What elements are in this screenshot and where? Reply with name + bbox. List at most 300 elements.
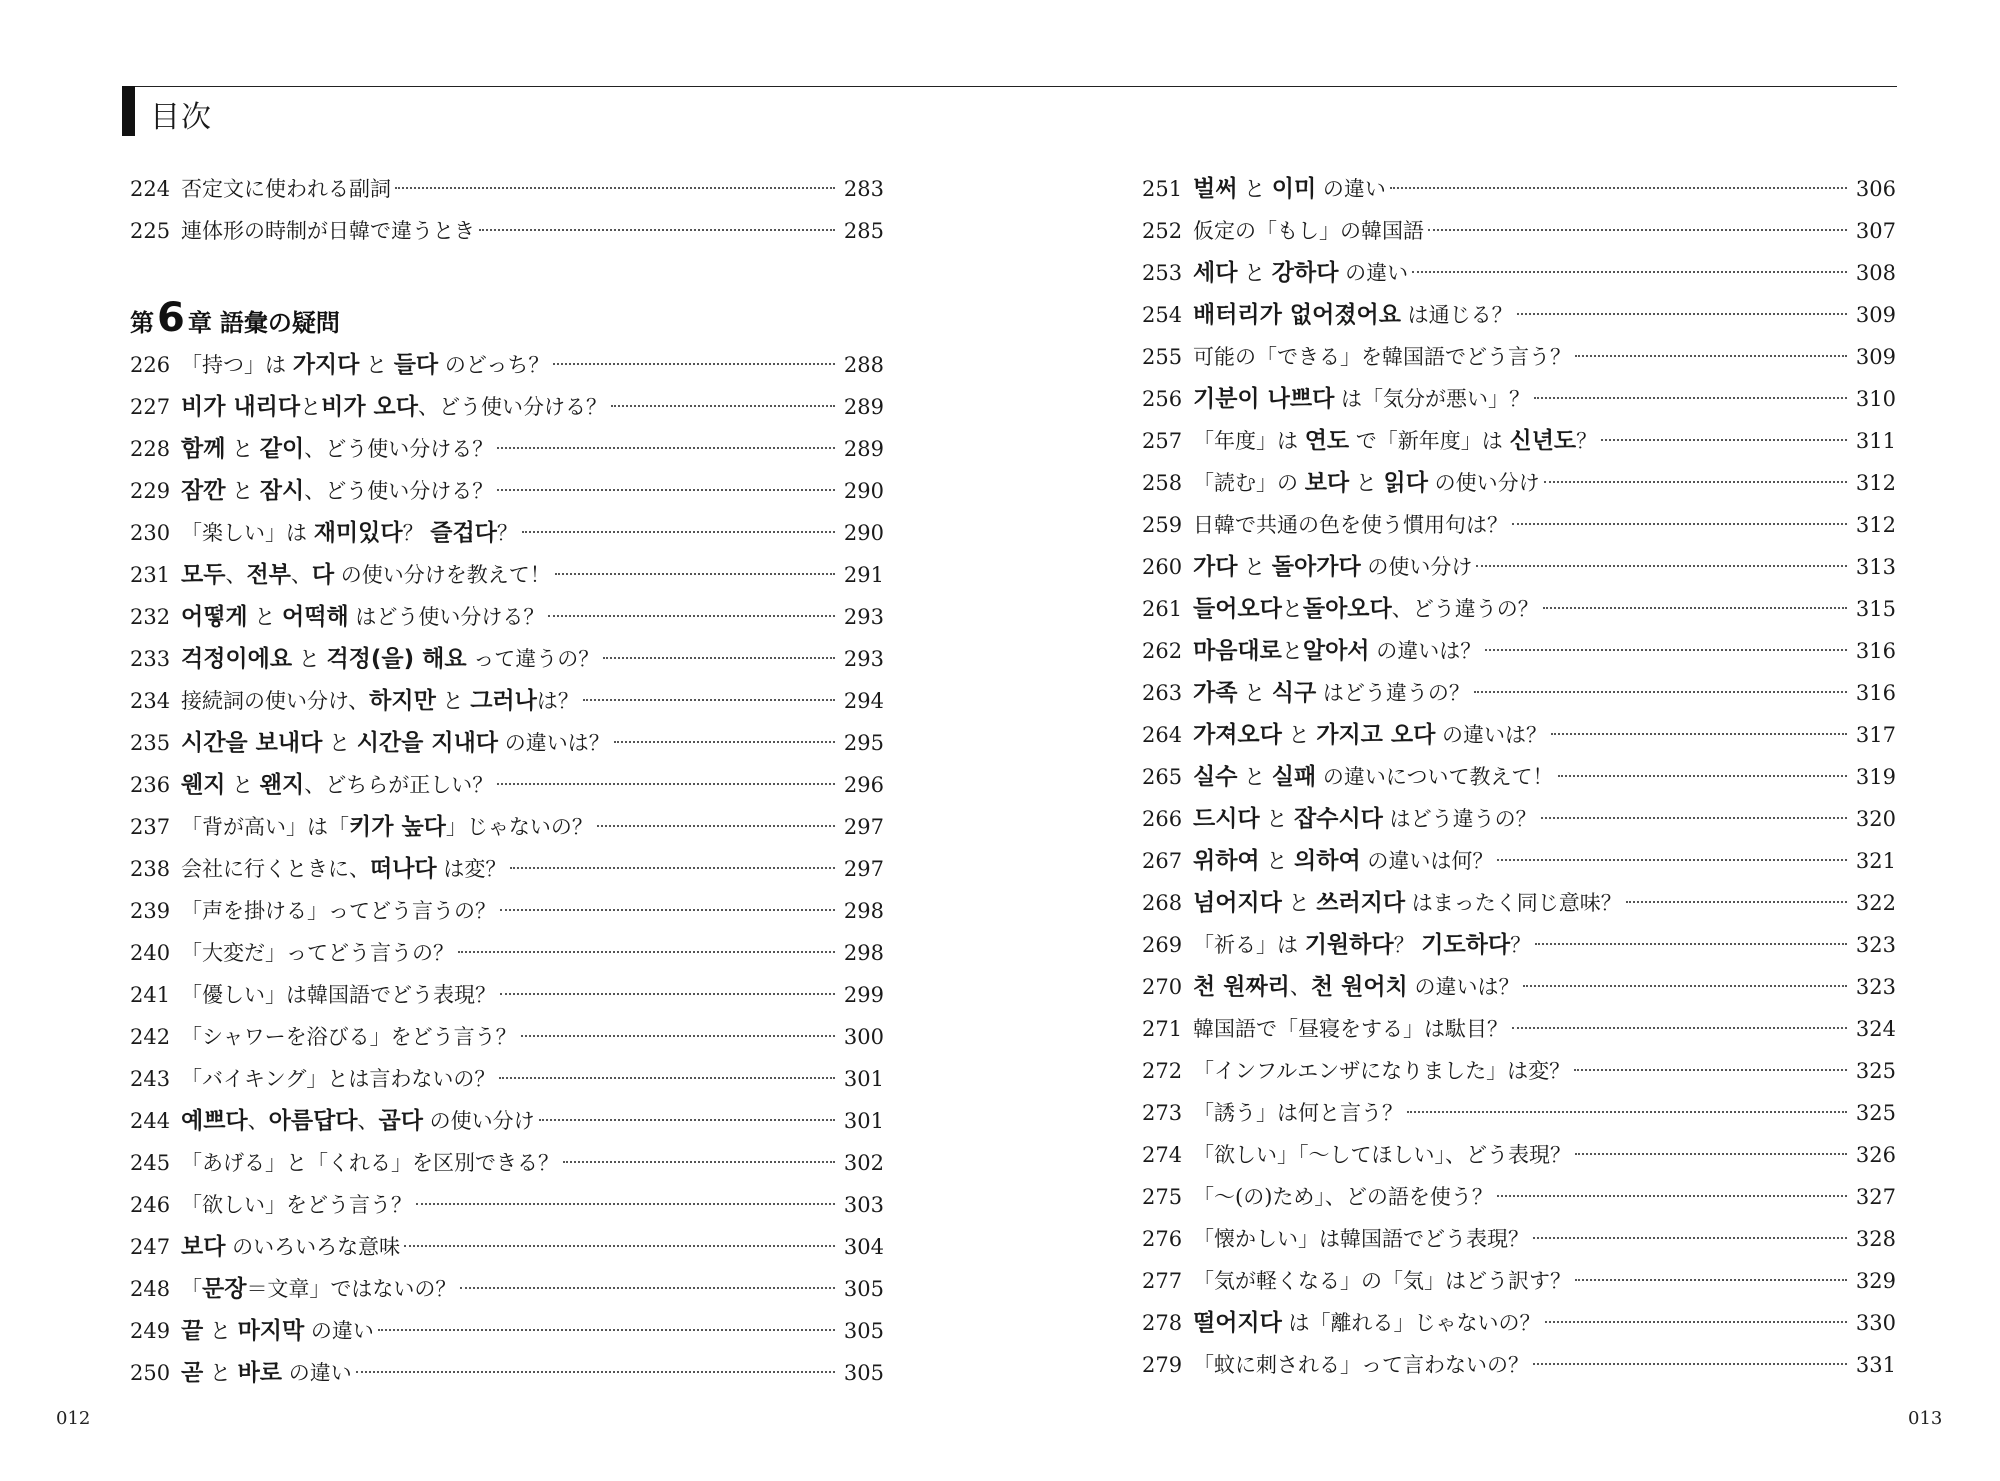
entry-title (1187, 1008, 1508, 1050)
toc-entry (1142, 1134, 1896, 1176)
toc-entry (1142, 1260, 1896, 1302)
entry-title (175, 764, 493, 806)
korean-term: 걱정(을) 해요 (326, 646, 467, 672)
title-text: と (203, 1361, 238, 1385)
toc-entry (1142, 210, 1896, 252)
entry-number: 252 (1142, 219, 1183, 243)
entry-page: 302 (843, 1151, 884, 1175)
toc-entry (130, 1142, 884, 1184)
entry-number: 256 (1142, 387, 1183, 411)
title-text: 「大変だ」ってどう言うの？ (181, 941, 454, 965)
entry-number: 244 (130, 1109, 171, 1133)
entry-number: 229 (130, 479, 171, 503)
entry-page: 295 (843, 731, 884, 755)
entry-number: 233 (130, 647, 171, 671)
dot-leader (404, 1245, 835, 1247)
entry-title (175, 974, 496, 1016)
title-text: と (1281, 597, 1303, 621)
title-text: 「欲しい」「〜してほしい」、どう表現？ (1193, 1143, 1571, 1167)
korean-term: 비가 오다 (321, 394, 418, 420)
dot-leader (521, 1035, 835, 1037)
dot-leader (500, 909, 835, 911)
entry-title (175, 848, 506, 890)
entry-page: 325 (1855, 1101, 1896, 1125)
title-text: 「シャワーを浴びる」をどう言う？ (181, 1025, 517, 1049)
top-rule (122, 86, 1897, 87)
left-column (130, 168, 884, 1394)
toc-entry (130, 764, 884, 806)
dot-leader (563, 1161, 835, 1163)
entry-number: 238 (130, 857, 171, 881)
korean-term: 천 원짜리 (1193, 974, 1290, 1000)
toc-entry (1142, 840, 1896, 882)
entry-number: 228 (130, 437, 171, 461)
entry-number: 267 (1142, 849, 1183, 873)
entry-page: 296 (843, 773, 884, 797)
dot-leader (1512, 523, 1847, 525)
entry-title (175, 168, 391, 210)
chapter-suffix: 章 (187, 309, 212, 337)
entry-number: 265 (1142, 765, 1183, 789)
entry-number: 227 (130, 395, 171, 419)
entry-page: 300 (843, 1025, 884, 1049)
dot-leader (539, 1119, 835, 1121)
entry-title (1187, 1092, 1403, 1134)
korean-term: 비가 내리다 (181, 394, 301, 420)
korean-term: 예쁘다 (181, 1108, 248, 1134)
title-text: ？ (402, 521, 431, 545)
entry-title (175, 554, 551, 596)
title-text: と (1281, 891, 1317, 915)
korean-term: 가족 (1193, 680, 1238, 706)
entry-title (175, 1184, 412, 1226)
title-text: ？ (1576, 429, 1598, 453)
chapter-prefix: 第 (130, 309, 154, 337)
entry-number: 261 (1142, 597, 1183, 621)
toc-list-chapter-6 (130, 344, 884, 1394)
entry-title (175, 1268, 456, 1310)
korean-term: 연도 (1304, 428, 1350, 454)
title-text: 「楽しい」は (181, 521, 314, 545)
title-text: と (359, 353, 394, 377)
entry-number: 273 (1142, 1101, 1183, 1125)
title-text: で「新年度」は (1349, 429, 1510, 453)
dot-leader (416, 1203, 835, 1205)
entry-number: 245 (130, 1151, 171, 1175)
toc-entry (1142, 966, 1896, 1008)
title-text: 「声を掛ける」ってどう言うの？ (181, 899, 496, 923)
dot-leader (1534, 397, 1847, 399)
title-text: 日韓で共通の色を使う慣用句は？ (1193, 513, 1508, 537)
dot-leader (522, 531, 835, 533)
title-text: と (203, 1319, 238, 1343)
korean-term: 신년도 (1509, 428, 1577, 454)
entry-title (1187, 756, 1554, 798)
entry-page: 321 (1855, 849, 1896, 873)
toc-entry (130, 638, 884, 680)
dot-leader (500, 993, 835, 995)
title-text: と (300, 395, 322, 419)
entry-title (175, 1226, 400, 1268)
toc-entry (130, 512, 884, 554)
title-text: の使い分け (1427, 471, 1540, 495)
entry-page: 310 (1855, 387, 1896, 411)
dot-leader (1523, 985, 1847, 987)
title-text: 、 (225, 563, 247, 587)
title-text: と (1281, 639, 1303, 663)
toc-entry (1142, 168, 1896, 210)
entry-number: 234 (130, 689, 171, 713)
entry-page: 325 (1855, 1059, 1896, 1083)
toc-entry (130, 932, 884, 974)
entry-number: 235 (130, 731, 171, 755)
title-text: のどっち？ (438, 353, 550, 377)
title-text: は「離れる」じゃないの？ (1281, 1311, 1541, 1335)
entry-page: 289 (843, 395, 884, 419)
korean-term: 하지만 (369, 688, 436, 714)
entry-page: 322 (1855, 891, 1896, 915)
entry-number: 275 (1142, 1185, 1183, 1209)
entry-page: 312 (1855, 471, 1896, 495)
korean-term: 가다 (1193, 554, 1238, 580)
entry-title (1187, 252, 1408, 294)
entry-title (1187, 1176, 1493, 1218)
entry-title (175, 680, 579, 722)
title-text: は通じる？ (1400, 303, 1513, 327)
title-text: の違い (282, 1361, 352, 1385)
dot-leader (611, 405, 835, 407)
entry-page: 316 (1855, 681, 1896, 705)
section-gap (130, 252, 884, 294)
korean-term: 드시다 (1193, 806, 1260, 832)
title-text: と (435, 689, 471, 713)
toc-entry (130, 1310, 884, 1352)
korean-term: 아름답다 (268, 1108, 358, 1134)
title-text: 「懐かしい」は韓国語でどう表現？ (1193, 1227, 1529, 1251)
entry-title (175, 638, 599, 680)
page-title: 目次 (150, 100, 212, 135)
korean-term: 위하여 (1193, 848, 1260, 874)
entry-title (1187, 420, 1597, 462)
entry-page: 294 (843, 689, 884, 713)
korean-term: 강하다 (1271, 260, 1339, 286)
title-text: の使い分け (1360, 555, 1473, 579)
korean-term: 마지막 (237, 1318, 305, 1344)
entry-number: 263 (1142, 681, 1183, 705)
title-text: と (225, 479, 260, 503)
toc-entry (130, 344, 884, 386)
toc-entry (1142, 336, 1896, 378)
dot-leader (1517, 313, 1847, 315)
dot-leader (1543, 607, 1847, 609)
entry-title (1187, 1134, 1571, 1176)
entry-number: 278 (1142, 1311, 1183, 1335)
entry-number: 231 (130, 563, 171, 587)
entry-page: 323 (1855, 975, 1896, 999)
entry-page: 293 (843, 647, 884, 671)
toc-entry (130, 1268, 884, 1310)
entry-page: 329 (1855, 1269, 1896, 1293)
entry-number: 241 (130, 983, 171, 1007)
entry-number: 269 (1142, 933, 1183, 957)
korean-term: 어떡해 (282, 604, 349, 630)
entry-title (1187, 336, 1571, 378)
entry-title (1187, 462, 1540, 504)
korean-term: 키가 높다 (349, 814, 446, 840)
korean-term: 다 (311, 562, 335, 588)
entry-page: 285 (843, 219, 884, 243)
entry-number: 259 (1142, 513, 1183, 537)
entry-page: 328 (1855, 1227, 1896, 1251)
entry-number: 258 (1142, 471, 1183, 495)
entry-page: 311 (1855, 429, 1896, 453)
entry-title (1187, 924, 1531, 966)
korean-term: 들다 (393, 352, 439, 378)
dot-leader (1575, 1279, 1847, 1281)
title-text: 「優しい」は韓国語でどう表現？ (181, 983, 496, 1007)
entry-page: 301 (843, 1109, 884, 1133)
dot-leader (460, 1287, 835, 1289)
entry-page: 308 (1855, 261, 1896, 285)
dot-leader (458, 951, 835, 953)
title-text: の違いは？ (1435, 723, 1548, 747)
entry-page: 313 (1855, 555, 1896, 579)
title-text: 「あげる」と「くれる」を区別できる？ (181, 1151, 559, 1175)
title-text: 「 (181, 1277, 202, 1301)
entry-title (175, 512, 518, 554)
entry-number: 246 (130, 1193, 171, 1217)
chapter-title: 語彙の疑問 (219, 309, 340, 337)
korean-term: 문장 (202, 1276, 247, 1302)
title-text: 「背が高い」は「 (181, 815, 349, 839)
dot-leader (548, 615, 835, 617)
entry-title (1187, 714, 1547, 756)
entry-number: 264 (1142, 723, 1183, 747)
entry-title (175, 386, 607, 428)
entry-title (1187, 1302, 1541, 1344)
entry-title (1187, 798, 1537, 840)
title-text: 」じゃないの？ (445, 815, 593, 839)
korean-term: 실패 (1271, 764, 1317, 790)
korean-term: 돌아가다 (1271, 554, 1361, 580)
toc-entry (1142, 462, 1896, 504)
dot-leader (1474, 691, 1847, 693)
entry-number: 242 (130, 1025, 171, 1049)
toc-entry (130, 890, 884, 932)
toc-entry (1142, 504, 1896, 546)
toc-entry (1142, 1218, 1896, 1260)
korean-term: 벌써 (1193, 176, 1238, 202)
korean-term: 실수 (1193, 764, 1238, 790)
entry-title (175, 890, 496, 932)
entry-title (1187, 1344, 1529, 1386)
entry-title (1187, 882, 1622, 924)
korean-term: 잠시 (259, 478, 305, 504)
chapter-heading (130, 295, 884, 344)
entry-title (1187, 504, 1508, 546)
title-text: 仮定の「もし」の韓国語 (1193, 219, 1424, 243)
korean-term: 떠나다 (370, 856, 437, 882)
entry-page: 312 (1855, 513, 1896, 537)
korean-term: 어떻게 (181, 604, 248, 630)
right-column (1142, 168, 1896, 1386)
toc-entry (1142, 924, 1896, 966)
title-text: と (1281, 723, 1317, 747)
entry-page: 326 (1855, 1143, 1896, 1167)
title-text: 、どう使い分ける？ (304, 479, 494, 503)
dot-leader (1541, 817, 1847, 819)
entry-title (1187, 294, 1513, 336)
toc-entry (130, 1100, 884, 1142)
korean-term: 웬지 (181, 772, 226, 798)
toc-entry (130, 806, 884, 848)
title-text: 連体形の時制が日韓で違うとき (181, 219, 475, 243)
korean-term: 그러나 (470, 688, 537, 714)
dot-leader (1626, 901, 1847, 903)
entry-title (1187, 378, 1530, 420)
title-text: はどう使い分ける？ (348, 605, 545, 629)
title-text: は「気分が悪い」？ (1334, 387, 1531, 411)
toc-entry (1142, 756, 1896, 798)
toc-entry (130, 1016, 884, 1058)
korean-term: 보다 (181, 1234, 226, 1260)
title-text: と (225, 773, 260, 797)
korean-term: 세다 (1193, 260, 1238, 286)
korean-term: 즐겁다 (430, 520, 497, 546)
korean-term: 배터리가 없어졌어요 (1193, 302, 1401, 328)
dot-leader (510, 867, 835, 869)
entry-title (1187, 630, 1481, 672)
entry-title (1187, 840, 1493, 882)
korean-term: 넘어지다 (1193, 890, 1282, 916)
entry-title (175, 1310, 374, 1352)
toc-entry (130, 596, 884, 638)
title-text: 、どちらが正しい？ (304, 773, 494, 797)
entry-title (175, 596, 544, 638)
title-text: 「祈る」は (1193, 933, 1305, 957)
entry-number: 254 (1142, 303, 1183, 327)
title-text: と (1237, 177, 1272, 201)
dot-leader (603, 657, 835, 659)
title-text: の使い分けを教えて！ (334, 563, 551, 587)
title-text: 「持つ」は (181, 353, 293, 377)
title-text: ＝文章」ではないの？ (246, 1277, 457, 1301)
entry-number: 266 (1142, 807, 1183, 831)
toc-entry (130, 722, 884, 764)
dot-leader (1476, 565, 1847, 567)
title-text: と (247, 605, 283, 629)
toc-entry (130, 386, 884, 428)
entry-page: 291 (843, 563, 884, 587)
title-text: 「欲しい」をどう言う？ (181, 1193, 412, 1217)
entry-page: 309 (1855, 345, 1896, 369)
dot-leader (1412, 271, 1847, 273)
korean-term: 시간을 보내다 (181, 730, 323, 756)
title-text: 、 (357, 1109, 379, 1133)
entry-page: 331 (1855, 1353, 1896, 1377)
korean-term: 모두 (181, 562, 226, 588)
title-text: の違いは？ (1369, 639, 1482, 663)
title-text: ？ (496, 521, 518, 545)
toc-entry (1142, 714, 1896, 756)
title-text: って違うの？ (466, 647, 600, 671)
toc-entry (1142, 1344, 1896, 1386)
entry-title (175, 428, 493, 470)
title-text: の違いは？ (498, 731, 610, 755)
toc-entry (1142, 294, 1896, 336)
korean-term: 천 원어치 (1310, 974, 1408, 1000)
title-text: 、どう違うの？ (1391, 597, 1539, 621)
entry-title (1187, 1260, 1571, 1302)
toc-entry (1142, 1092, 1896, 1134)
entry-page: 293 (843, 605, 884, 629)
title-text: と (322, 731, 357, 755)
title-text: 接続詞の使い分け、 (181, 689, 370, 713)
dot-leader (499, 1077, 835, 1079)
title-text: 、 (247, 1109, 269, 1133)
entry-number: 230 (130, 521, 171, 545)
korean-term: 재미있다 (313, 520, 403, 546)
dot-leader (1575, 355, 1847, 357)
title-text: と (1259, 849, 1295, 873)
entry-number: 268 (1142, 891, 1183, 915)
entry-page: 306 (1855, 177, 1896, 201)
entry-title (175, 722, 610, 764)
title-text: は変？ (436, 857, 507, 881)
entry-page: 303 (843, 1193, 884, 1217)
title-text: はどう違うの？ (1316, 681, 1470, 705)
dot-leader (1485, 649, 1847, 651)
toc-entry (130, 428, 884, 470)
entry-number: 279 (1142, 1353, 1183, 1377)
dot-leader (1535, 943, 1847, 945)
dot-leader (1497, 1195, 1847, 1197)
dot-leader (1533, 1237, 1847, 1239)
title-text: の違い (1338, 261, 1409, 285)
dot-leader (1512, 1027, 1847, 1029)
entry-page: 305 (843, 1319, 884, 1343)
dot-leader (1428, 229, 1847, 231)
entry-title (1187, 546, 1472, 588)
toc-entry (1142, 378, 1896, 420)
entry-page: 309 (1855, 303, 1896, 327)
entry-page: 298 (843, 941, 884, 965)
entry-number: 260 (1142, 555, 1183, 579)
title-text: の使い分け (422, 1109, 535, 1133)
title-text: はどう違うの？ (1382, 807, 1537, 831)
entry-page: 323 (1855, 933, 1896, 957)
entry-title (1187, 1050, 1570, 1092)
dot-leader (1601, 439, 1847, 441)
entry-number: 276 (1142, 1227, 1183, 1251)
title-text: 、どう使い分ける？ (418, 395, 607, 419)
entry-title (175, 1142, 559, 1184)
entry-page: 317 (1855, 723, 1896, 747)
entry-title (175, 1352, 352, 1394)
title-text: 韓国語で「昼寝をする」は駄目？ (1193, 1017, 1508, 1041)
korean-term: 돌아오다 (1302, 596, 1392, 622)
toc-entry (130, 554, 884, 596)
title-text: と (225, 437, 260, 461)
korean-term: 걱정이에요 (181, 646, 293, 672)
korean-term: 의하여 (1294, 848, 1361, 874)
korean-term: 떨어지다 (1193, 1310, 1282, 1336)
title-text: 、 (290, 563, 312, 587)
toc-entry (1142, 672, 1896, 714)
header-bar (122, 86, 135, 136)
korean-term: 알아서 (1302, 638, 1370, 664)
toc-list-right-page (1142, 168, 1896, 1386)
